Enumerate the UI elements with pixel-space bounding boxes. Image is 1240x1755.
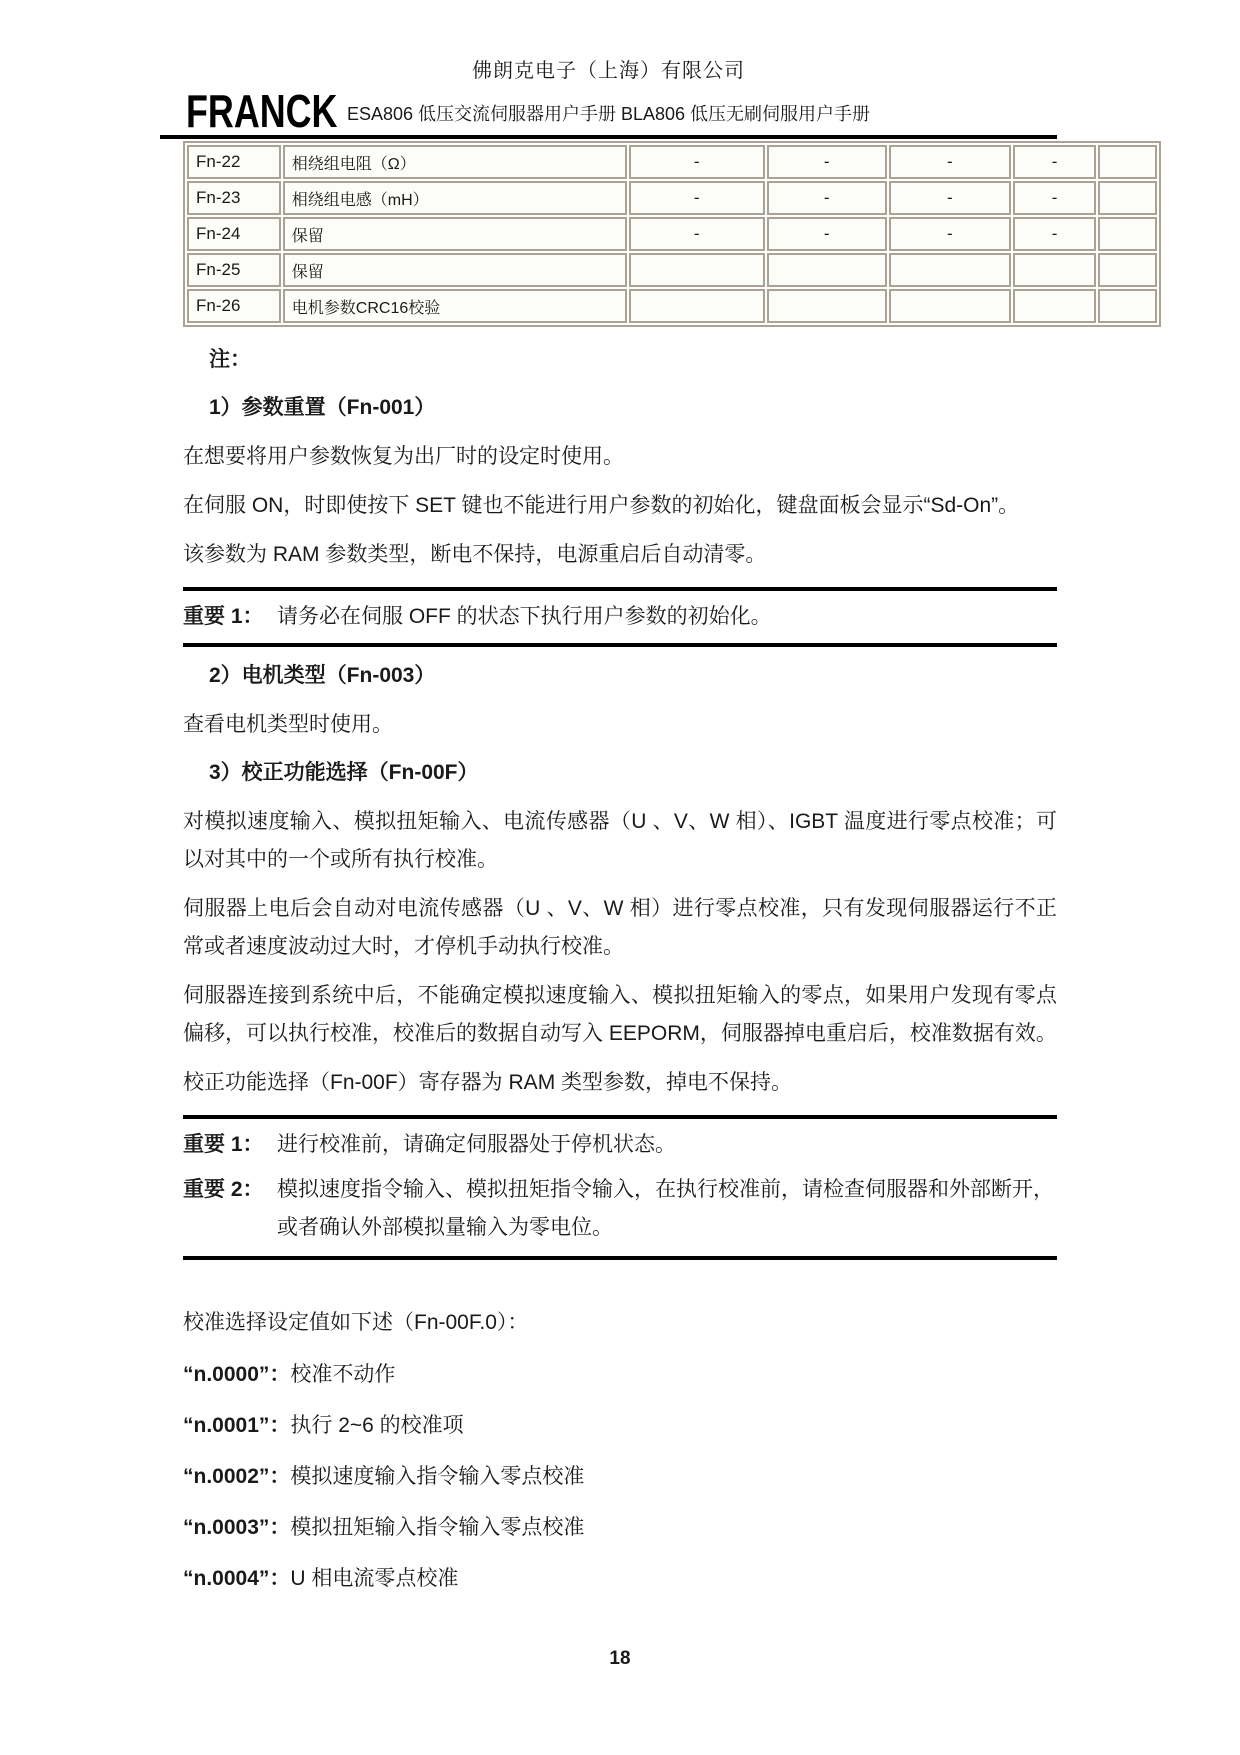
fn-code-cell: Fn-26 — [187, 289, 281, 323]
fn-value-cell — [1013, 289, 1097, 323]
fn-code-cell: Fn-25 — [187, 253, 281, 287]
fn-desc-cell: 保留 — [283, 217, 627, 251]
page-number: 18 — [609, 1648, 631, 1669]
calibration-option — [183, 1458, 1057, 1496]
calibration-options-list — [183, 1356, 1057, 1598]
important-rule-bottom — [183, 1256, 1057, 1260]
paragraph: 校准选择设定值如下述（Fn-00F.0）： — [183, 1311, 529, 1334]
fn-value-cell: - — [629, 217, 765, 251]
fn-value-cell — [767, 253, 887, 287]
section-heading-3: 3）校正功能选择（Fn-00F） — [209, 761, 479, 784]
fn-value-cell — [1013, 253, 1097, 287]
fn-value-cell: - — [1013, 217, 1097, 251]
table-row — [187, 253, 1157, 287]
important-note-1 — [183, 591, 1057, 643]
fn-desc-cell: 电机参数CRC16校验 — [283, 289, 627, 323]
fn-value-cell — [1098, 145, 1157, 179]
calibration-option — [183, 1407, 1057, 1445]
option-code: “n.0003”： — [183, 1516, 291, 1539]
fn-value-cell: - — [1013, 181, 1097, 215]
important-text: 模拟速度指令输入、模拟扭矩指令输入，在执行校准前，请检查伺服器和外部断开，或者确认外部模拟量输入为零电位。 — [277, 1178, 1054, 1239]
fn-desc-cell: 保留 — [283, 253, 627, 287]
option-code: “n.0002”： — [183, 1465, 291, 1488]
calibration-option — [183, 1509, 1057, 1547]
paragraph: 对模拟速度输入、模拟扭矩输入、电流传感器（U 、V、W 相）、IGBT 温度进行零点校准；可以对其中的一个或所有执行校准。 — [183, 810, 1057, 871]
body-content — [183, 341, 1057, 1678]
important-label: 重要 2： — [183, 1178, 264, 1201]
fn-value-cell: - — [629, 145, 765, 179]
important-note-3 — [183, 1171, 1057, 1254]
fn-value-cell — [629, 289, 765, 323]
fn-code-cell: Fn-24 — [187, 217, 281, 251]
section-heading-2: 2）电机类型（Fn-003） — [209, 664, 436, 687]
important-label: 重要 1： — [183, 1133, 264, 1156]
option-text: 模拟扭矩输入指令输入零点校准 — [290, 1516, 585, 1539]
paragraph: 伺服器连接到系统中后，不能确定模拟速度输入、模拟扭矩输入的零点，如果用户发现有零点偏移，可以执行校准，校准后的数据自动写入 EEPORM，伺服器掉电重启后，校准数据有效。 — [183, 984, 1057, 1045]
fn-parameter-table — [183, 141, 1161, 327]
fn-value-cell: - — [767, 181, 887, 215]
table-row — [187, 289, 1157, 323]
option-text: 校准不动作 — [290, 1363, 396, 1386]
option-code: “n.0000”： — [183, 1363, 291, 1386]
important-label: 重要 1： — [183, 605, 264, 628]
paragraph: 在想要将用户参数恢复为出厂时的设定时使用。 — [183, 445, 624, 468]
company-name: 佛朗克电子（上海）有限公司 — [472, 60, 745, 82]
fn-desc-cell: 相绕组电感（mH） — [283, 181, 627, 215]
fn-value-cell — [1098, 217, 1157, 251]
paragraph: 该参数为 RAM 参数类型，断电不保持，电源重启后自动清零。 — [183, 543, 767, 566]
fn-value-cell: - — [889, 181, 1011, 215]
fn-value-cell — [889, 289, 1011, 323]
fn-value-cell: - — [1013, 145, 1097, 179]
important-text: 请务必在伺服 OFF 的状态下执行用户参数的初始化。 — [277, 605, 772, 628]
option-text: 模拟速度输入指令输入零点校准 — [290, 1465, 585, 1488]
fn-value-cell — [1098, 253, 1157, 287]
paragraph: 查看电机类型时使用。 — [183, 713, 393, 736]
fn-value-cell — [629, 253, 765, 287]
table-row — [187, 217, 1157, 251]
fn-value-cell: - — [629, 181, 765, 215]
fn-code-cell: Fn-22 — [187, 145, 281, 179]
fn-value-cell — [889, 253, 1011, 287]
fn-value-cell: - — [767, 145, 887, 179]
paragraph: 伺服器上电后会自动对电流传感器（U 、V、W 相）进行零点校准，只有发现伺服器运行不正常或者速度波动过大时，才停机手动执行校准。 — [183, 897, 1057, 958]
paragraph: 在伺服 ON，时即使按下 SET 键也不能进行用户参数的初始化，键盘面板会显示“Sd-On”。 — [183, 494, 1020, 517]
fn-value-cell: - — [889, 145, 1011, 179]
note-label: 注： — [209, 348, 251, 371]
option-code: “n.0001”： — [183, 1414, 291, 1437]
important-note-2 — [183, 1119, 1057, 1171]
paragraph: 校正功能选择（Fn-00F）寄存器为 RAM 类型参数，掉电不保持。 — [183, 1071, 793, 1094]
section-heading-1: 1）参数重置（Fn-001） — [209, 396, 436, 419]
option-code: “n.0004”： — [183, 1567, 291, 1590]
fn-value-cell: - — [889, 217, 1011, 251]
option-text: 执行 2~6 的校准项 — [290, 1414, 464, 1437]
calibration-option — [183, 1356, 1057, 1394]
fn-value-cell: - — [767, 217, 887, 251]
fn-value-cell — [767, 289, 887, 323]
calibration-option — [183, 1560, 1057, 1598]
fn-value-cell — [1098, 181, 1157, 215]
table-row — [187, 181, 1157, 215]
option-text: U 相电流零点校准 — [290, 1567, 459, 1590]
important-text: 进行校准前，请确定伺服器处于停机状态。 — [277, 1133, 676, 1156]
important-rule-bottom — [183, 643, 1057, 647]
fn-desc-cell: 相绕组电阻（Ω） — [283, 145, 627, 179]
fn-code-cell: Fn-23 — [187, 181, 281, 215]
franck-logo: FRANCK — [186, 85, 338, 137]
table-row — [187, 145, 1157, 179]
manual-subtitle: ESA806 低压交流伺服器用户手册 BLA806 低压无刷伺服用户手册 — [346, 104, 871, 124]
fn-value-cell — [1098, 289, 1157, 323]
